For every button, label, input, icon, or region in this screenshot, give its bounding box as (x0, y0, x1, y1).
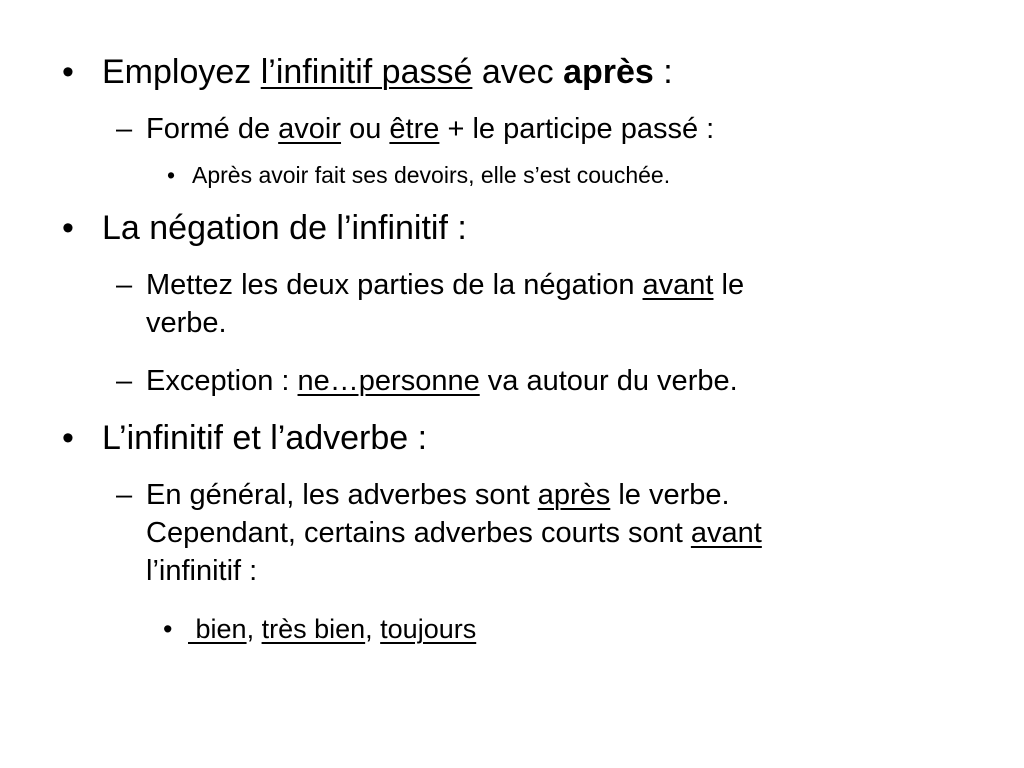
text: Exception : (146, 365, 298, 397)
dash-marker: – (116, 479, 133, 511)
underlined-term: être (389, 113, 440, 145)
bullet-marker: • (167, 162, 176, 188)
bold-term: après (563, 53, 654, 91)
text: avec (472, 53, 564, 91)
line: l’infinitif : (146, 555, 258, 587)
text: Cependant, certains adverbes courts sont (146, 517, 691, 549)
dash-marker: – (116, 365, 133, 397)
line: verbe. (146, 307, 227, 339)
example-adverbes (163, 610, 477, 648)
separator: , (246, 614, 262, 644)
text: + le participe passé : (439, 113, 715, 145)
underlined-term: toujours (380, 614, 477, 644)
text: L’infinitif et l’adverbe : (102, 419, 428, 457)
sub-item-en-general (116, 476, 762, 590)
underlined-term: avant (690, 517, 762, 549)
line (146, 476, 762, 514)
bullet-marker: • (163, 614, 173, 644)
text: ou (341, 113, 390, 145)
text: La négation de l’infinitif : (102, 209, 467, 247)
separator: , (365, 614, 381, 644)
dash-marker: – (116, 113, 133, 145)
bullet-infinitif-passe (62, 52, 673, 92)
text: Formé de (146, 113, 279, 145)
text: va autour du verbe. (479, 365, 738, 397)
underlined-term: avant (642, 269, 714, 301)
text: En général, les adverbes sont (146, 479, 538, 511)
sub-item-forme (116, 110, 715, 148)
underlined-term: après (537, 479, 611, 511)
underlined-term: l’infinitif passé (260, 53, 473, 91)
example-text: Après avoir fait ses devoirs, elle s’est couchée. (192, 162, 671, 188)
bullet-adverbe (62, 418, 428, 458)
bullet-marker: • (62, 209, 74, 247)
sub-item-mettez (116, 266, 745, 342)
bullet-negation (62, 208, 467, 248)
line (146, 514, 762, 552)
underlined-term: ne…personne (297, 365, 480, 397)
text: : (653, 53, 673, 91)
underlined-term: avoir (278, 113, 342, 145)
bullet-marker: • (62, 419, 74, 457)
text: Employez (102, 53, 261, 91)
bullet-marker: • (62, 53, 74, 91)
sub-item-exception (116, 362, 738, 400)
example-apres (167, 160, 671, 190)
text: Mettez les deux parties de la négation (146, 269, 643, 301)
text: le verbe. (610, 479, 730, 511)
line (146, 266, 744, 304)
dash-marker: – (116, 269, 133, 301)
underlined-term: bien (188, 614, 247, 644)
text: le (713, 269, 745, 301)
underlined-term: très bien (261, 614, 366, 644)
